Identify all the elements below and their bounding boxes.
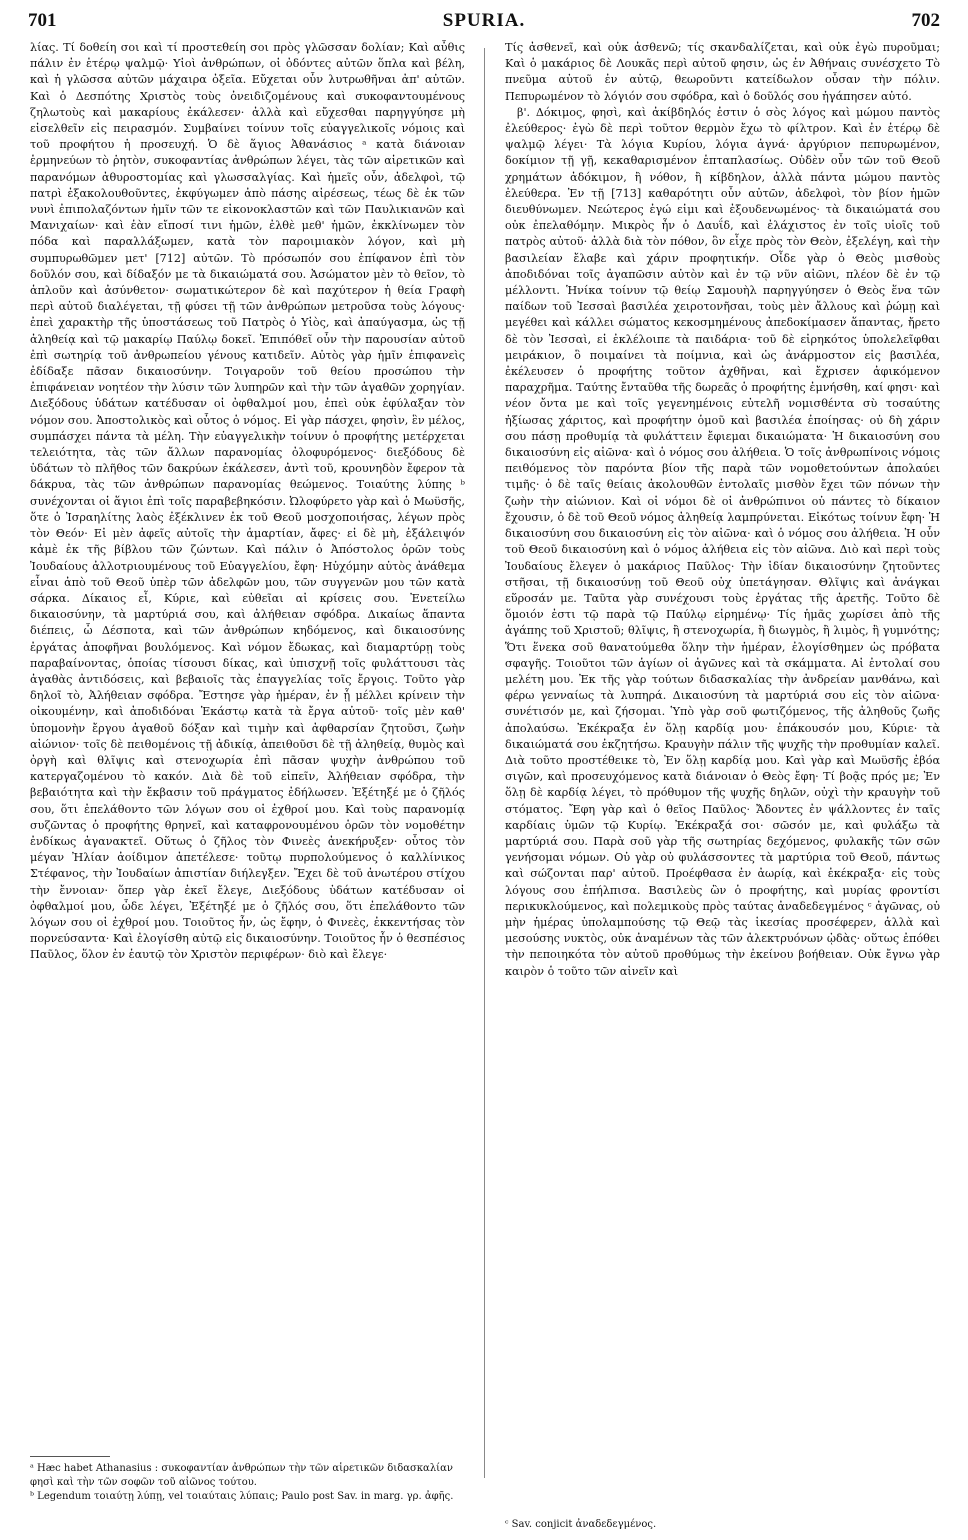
page-header bbox=[28, 10, 940, 40]
footnote-b: ᵇ Legendum τοιαύτῃ λύπῃ, vel τοιαύταις λύπαις; Paulo post Sav. in marg. γρ. ἀφῆς. bbox=[30, 1491, 454, 1502]
column-divider bbox=[484, 48, 485, 1478]
footnote-c: ᶜ Sav. conjicit ἀναδεδεγμένος. bbox=[505, 1519, 657, 1530]
page-number-left: 701 bbox=[28, 10, 57, 31]
footnote-rule bbox=[30, 1456, 110, 1457]
footnotes-left bbox=[30, 1462, 470, 1504]
left-column bbox=[30, 40, 465, 1445]
footnote-a: ᵃ Hæc habet Athanasius : συκοφαντίαν ἀνθρώπων τὴν τῶν αἱρετικῶν διδασκαλίαν φησὶ καὶ τὴν τῶν σοφῶν τοῦ αἰῶνος τούτου. bbox=[30, 1463, 453, 1488]
right-column bbox=[505, 40, 940, 1510]
left-column-text: λίας. Τί δοθείη σοι καὶ τί προστεθείη σοι πρὸς γλῶσσαν δολίαν; Καὶ αὖθις πάλιν ἐν ἑτέρῳ ψαλμῷ· Υἱοὶ ἀνθρώπων, οἱ ὀδόντες αὐτῶν ὅπλα καὶ βέλη, καὶ ἡ γλῶσσα αὐτῶν μάχαιρα ὀξεῖα. Εὔχεται οὖν λυτρωθῆναι ἀπ' αὐτῶν. Καὶ ὁ Δεσπότης Χριστὸς τοὺς ὀνειδιζομένους καὶ συκοφαντουμένους ζηλωτοὺς καὶ μακαρίους ἐκάλεσεν· ἀλλὰ καὶ εὔχεσθαι παρηγγύησε μὴ εἰσελθεῖν εἰς πειρασμόν. Συμβαίνει τοίνυν τοῖς εὐαγγελικοῖς νόμοις καὶ τοῦ προφήτου ἡ προσευχή. Ὁ δὲ ἅγιος Ἀθανάσιος ᵃ κατὰ διάνοιαν ἑρμηνεύων τὸ ῥητὸν, συκοφαντίας ἀνθρώπων λέγει, τὰς τῶν αἱρετικῶν καὶ παρανόμων ἀθυροστομίας καὶ γλωσσαλγίας. Καὶ ἡμεῖς οὖν, ἀδελφοὶ, τῷ πατρὶ ἐξακολουθοῦντες, ἐκφύγωμεν ἀπὸ πάσης αἱρέσεως, τέως δὲ ἐκ τῶν νυνὶ ἐπιπολαζόντων ἡμῖν τῶν τε εἰκονοκλαστῶν καὶ τῶν Παυλικιανῶν καὶ Μανιχαίων· καὶ ἐὰν εἴποσί τινι ἡμῶν, ἐλθὲ μεθ' ἡμῶν, ἐκκλίνωμεν τὸν πόδα καὶ παραλλάξωμεν, κατὰ τὸν παροιμιακὸν λόγον, καὶ μὴ συμπυρωθῶμεν μετ' [712] αὐτῶν. Τὸ πρόσωπόν σου ἐπίφανον ἐπὶ τὸν δοῦλόν σου, καὶ δίδαξόν με τὰ δικαιώματά σου. Ἀσώματον μὲν τὸ θεῖον, τὸ ἁπλοῦν καὶ ἀσύνθετον· σωματικώτερον δὲ καὶ παχύτερον ἡ θεία Γραφὴ περὶ αὐτοῦ διαλέγεται, τῇ φύσει τῇ τῶν ἀνθρώπων μετροῦσα τοὺς λόγους· ἐπεὶ χαρακτὴρ τῆς ὑποστάσεως τοῦ Πατρὸς ὁ Υἱὸς, καὶ ἀπαύγασμα, ὡς τῇ ἀληθείᾳ καὶ τῷ μακαρίῳ Παύλῳ δοκεῖ. Ἐπιπόθεῖ οὖν τὴν παρουσίαν αὐτοῦ ἐπὶ σωτηρίᾳ τοῦ ἀνθρωπείου γένους κατιδεῖν. Αὐτὸς γὰρ ἡμῖν ἐπιφανεὶς ἐδίδαξε πᾶσαν δικαιοσύνην. Τοιγαροῦν τοῦ θείου προσώπου τὴν ἐπιφάνειαν νοητέον τὴν λύσιν τῶν λυπηρῶν καὶ τὴν τῶν ἀγαθῶν χορηγίαν. Διεξόδους ὑδάτων κατέδυσαν οἱ ὀφθαλμοί μου, ἐπεὶ οὐκ ἐφύλαξαν τὸν νόμον σου. Ἀποστολικὸς καὶ οὗτος ὁ νόμος. Εἰ γὰρ πάσχει, φησὶν, ἓν μέλος, συμπάσχει πάντα τὰ μέλη. Τὴν εὐαγγελικὴν τοίνυν ὁ προφήτης μετέρχεται τελειότητα, τὰς τῶν ἄλλων παρανομίας ὀλοφυρόμενος· διεξόδους δὲ ὑδάτων τὸ πλῆθος τῶν δακρύων ἐκάλεσεν, ἀντὶ τοῦ, κρουνηδὸν ἔφερον τὰ δάκρυα, τὰς τῶν ἀνθρώπων παρανομίας θεώμενος. Τοιαύτης λύπης ᵇ συνέχονται οἱ ἅγιοι ἐπὶ τοῖς παραβεβηκόσιν. Ὠλοφύρετο γὰρ καὶ ὁ Μωϋσῆς, ὅτε ὁ Ἰσραηλίτης λαὸς ἐξέκλινεν ἐκ τοῦ Θεοῦ μοσχοποιήσας, λέγων πρὸς τὸν Θεόν· Εἰ μὲν ἀφεῖς αὐτοῖς τὴν ἁμαρτίαν, ἄφες· εἰ δὲ μὴ, ἐξάλειψόν κἀμὲ ἐκ τῆς βίβλου τῶν ζώντων. Καὶ πάλιν ὁ Ἀπόστολος ὁρῶν τοὺς Ἰουδαίους ἀλλοτριουμένους τοῦ Εὐαγγελίου, ἔφη· Ηὐχόμην αὐτὸς ἀνάθεμα εἶναι ἀπὸ τοῦ Θεοῦ ὑπὲρ τῶν ἀδελφῶν μου, τῶν συγγενῶν μου τῶν κατὰ σάρκα. Δίκαιος εἶ, Κύριε, καὶ εὐθεῖαι αἱ κρίσεις σου. Ἐνετείλω δικαιοσύνην, τὰ μαρτύριά σου, καὶ ἀλήθειαν σφόδρα. Δικαίως ἅπαντα διέπεις, ὦ Δέσποτα, καὶ τῶν ἀνθρώπων κηδόμενος, καὶ δικαιοσύνης ἐργάτας ἀποφῆναι βουλόμενος. Καὶ νόμον ἔδωκας, καὶ διαμαρτύρῃ τοὺς παραβαίνοντας, ὁποίας τίσουσι δίκας, καὶ ὑπισχνῇ τοῖς φυλάττουσι τὰς ἀγαθὰς ἀντιδόσεις, καὶ βεβαιοῖς τὰς ἐπαγγελίας τοῖς ἔργοις. Τοῦτο γὰρ δηλοῖ τὸ, Ἀλήθειαν σφόδρα. Ἔστησε γὰρ ἡμέραν, ἐν ᾗ μέλλει κρίνειν τὴν οἰκουμένην, καὶ ἀποδιδόναι Ἑκάστῳ κατὰ τὰ ἔργα αὐτοῦ· τοῖς μὲν καθ' ὑπομονὴν ἔργου ἀγαθοῦ δόξαν καὶ τιμὴν καὶ ἀφθαρσίαν ζητοῦσι, ζωὴν αἰώνιον· τοῖς δὲ πειθομένοις τῇ ἀδικίᾳ, ἀπειθοῦσι δὲ τῇ ἀληθείᾳ, θυμὸς καὶ ὀργὴ καὶ θλῖψις καὶ στενοχωρία ἐπὶ πᾶσαν ψυχὴν ἀνθρώπου τοῦ κατεργαζομένου τὸ κακόν. Διὰ δὲ τοῦ εἰπεῖν, Ἀλήθειαν σφόδρα, τὴν βεβαιότητα καὶ τὴν ἔκβασιν τοῦ πράγματος ἐδήλωσεν. Ἐξέτηξέ με ὁ ζῆλός σου, ὅτι ἐπελάθοντο τῶν λόγων σου οἱ ἐχθροί μου. Καὶ τοὺς παρανομίᾳ συζῶντας ὁ προφήτης θρηνεῖ, καὶ καταφρονουμένου ὁρῶν τὸν νομοθέτην ἐνδίκως ἀγανακτεῖ. Οὕτως ὁ ζῆλος τὸν Φινεὲς ἀνεκήρυξεν· οὗτος τὸν μέγαν Ἠλίαν ἀοίδιμον ἀπετέλεσε· τοῦτῳ πυρπολούμενος ὁ καλλίνικος Στέφανος, τὴν Ἰουδαίων ἀπιστίαν διήλεγξεν. Ἔχει δὲ τοῦ ἀνωτέρου στίχου τὴν ἔννοιαν· ὅπερ γὰρ ἐκεῖ ἔλεγε, Διεξόδους ὑδάτων κατέδυσαν οἱ ὀφθαλμοί μου, ὧδε λέγει, Ἐξέτηξέ με ὁ ζῆλός σου, ὅτι ἐπελάθοντο τῶν λόγων σου οἱ ἐχθροί μου. Τοιοῦτος ἦν, ὡς ἔφην, ὁ Φινεὲς, ἐκκεντήσας τὸν πορνεύσαντα· Καὶ ἐλογίσθη αὐτῷ εἰς δικαιοσύνην. Τοιοῦτος ἦν ὁ θεσπέσιος Παῦλος, ὅλον ἐν ἑαυτῷ τὸν Χριστὸν περιφέρων· διὸ καὶ ἔλεγε· bbox=[30, 41, 465, 962]
right-column-paragraph-2: β'. Δόκιμος, φησὶ, καὶ ἀκίβδηλός ἐστιν ὁ σὸς λόγος καὶ μώμου παντὸς ἐλεύθερος· ἐγὼ δὲ περὶ τοῦτον θερμὸν ἔχω τὸ φίλτρον. Καὶ ἐν ἑτέρῳ δὲ ψαλμῷ λέγει· Τὰ λόγια Κυρίου, λόγια ἁγνά· ἀργύριον πεπυρωμένον, δοκίμιον τῇ γῇ, κεκαθαρισμένον ἑπταπλασίως. Οὐδὲν οὖν τῶν τοῦ Θεοῦ χρημάτων ἀδόκιμον, ἢ νόθον, ἢ κίβδηλον, ἀλλὰ πάντα μώμου παντὸς ἐλεύθερα. Ἐν τῇ [713] καθαρότητι οὖν αὐτῶν, ἀδελφοὶ, τὸν βίον ἡμῶν διευθύνωμεν. Νεώτερος ἐγώ εἰμι καὶ ἐξουδενωμένος· τὰ δικαιώματά σου οὐκ ἐπελαθόμην. Μικρὸς ἦν ὁ Δαυΐδ, καὶ ἐλάχιστος ἐν τοῖς υἱοῖς τοῦ πατρὸς αὐτοῦ· ἀλλὰ διὰ τὸν πόθον, ὃν εἶχε πρὸς τὸν Θεὸν, ἐξελέγη, καὶ τὴν βασιλείαν ἔλαβε καὶ χάριν προφητικήν. Οἶδε γὰρ ὁ Θεὸς μισθοὺς ἀποδιδόναι τοῖς ἀγαπῶσιν αὐτὸν καὶ ἐν τῷ νῦν αἰῶνι, πλέον δὲ ἐν τῷ μέλλοντι. Ἡνίκα τοίνυν τῷ θείῳ Σαμουὴλ παρηγγύησεν ὁ Θεὸς ἕνα τῶν παίδων τοῦ Ἰεσσαὶ βασιλέα χειροτονῆσαι, τοὺς μὲν ἄλλους καὶ ῥώμῃ καὶ μεγέθει καὶ κάλλει σώματος κεκοσμημένους ἀπεδοκίμασεν ἅπαντας, ἤρετο δὲ τὸν Ἰεσσαὶ, εἰ ἐκλέλοιπε τὰ παιδάρια· τοῦ δὲ εἰρηκότος ὑπολελεῖφθαι μειράκιον, ὃ ποιμαίνει τὰ ποίμνια, καὶ ὡς ἀνάρμοστον εἰς βασιλέα, ἐκέλευσεν ὁ προφήτης τοῦτον ἀχθῆναι, καὶ ἔχρισεν ἀφικόμενον παραχρῆμα. Ταύτης ἔνταῦθα τῆς δωρεᾶς ὁ προφήτης ἐμνήσθη, καί φησι· καὶ νέον ὄντα με καὶ τοῖς γεγενημένοις εὐτελῆ νομισθέντα σὺ τοσαύτης ἠξίωσας χάριτος, καὶ προφήτην ὁμοῦ καὶ βασιλέα ἐποίησας· οὐ δὴ χάριν σου πάσῃ προθυμίᾳ τὰ φυλάττειν ἔφιεμαι δικαιώματα· Ἡ δικαιοσύνη σου δικαιοσύνη εἰς αἰῶνα· καὶ ὁ νόμος σου ἀλήθεια. Ὁ τοῖς ἀνθρωπίνοις νόμοις πειθόμενος τὸν παρόντα βίον τῆς παρὰ τῶν νομοθετούντων ἀπολαύει τιμῆς· ὁ δὲ ταῖς θείαις ἀκολουθῶν ἐντολαῖς μισθὸν ἔχει τῶν πόνων τὴν ζωὴν τὴν αἰώνιον. Καὶ οἱ νόμοι δὲ οἱ ἀνθρώπινοι οὐ πάντες τὸ δίκαιον ἔχουσιν, ὁ δὲ τοῦ Θεοῦ νόμος ἀληθείᾳ λαμπρύνεται. Εἰκότως τοίνυν ἔφη· Ἡ δικαιοσύνη σου δικαιοσύνη εἰς τὸν αἰῶνα· καὶ ὁ νόμος σου ἀλήθεια. Ἡ οὖν τοῦ Θεοῦ δικαιοσύνη καὶ ὁ νόμος ἀλήθεια εἰς τὸν αἰῶνα. Διὸ καὶ περὶ τοὺς Ἰουδαίους ἔλεγεν ὁ μακάριος Παῦλος· Τὴν ἰδίαν δικαιοσύνην ζητοῦντες στῆσαι, τῇ δικαιοσύνῃ τοῦ Θεοῦ οὐχ ὑπετάγησαν. Θλῖψις καὶ ἀνάγκαι εὕροσάν με. Ταῦτα γὰρ συνέχουσι τοὺς ἐργάτας τῆς ἀρετῆς. Τοῦτο δὲ ὅμοιόν ἐστι τῷ παρὰ τῷ Παύλῳ εἰρημένῳ· Τίς ἡμᾶς χωρίσει ἀπὸ τῆς ἀγάπης τοῦ Χριστοῦ; θλῖψις, ἢ στενοχωρία, ἢ διωγμὸς, ἢ λιμὸς, ἢ γυμνότης; Ὅτι ἕνεκα σοῦ θανατούμεθα ὅλην τὴν ἡμέραν, ἐλογίσθημεν ὡς πρόβατα σφαγῆς. Τοιοῦτοι τῶν ἁγίων οἱ ἀγῶνες καὶ τὰ σκάμματα. Αἱ ἐντολαί σου μελέτη μου. Ἐκ τῆς γὰρ τούτων διδασκαλίας τὴν ἀνδρείαν μανθάνω, καὶ φέρω γενναίως τὰ λυπηρά. Δικαιοσύνη τὰ μαρτύριά σου εἰς τὸν αἰῶνα· συνέτισόν με, καὶ ζήσομαι. Ὑπὸ γὰρ σοῦ φωτιζόμενος, τῆς ἀληθοῦς ζωῆς ἀπολαύσω. Ἐκέκραξα ἐν ὅλῃ καρδίᾳ μου· ἐπάκουσόν μου, Κύριε· τὰ δικαιώματά σου ἐκζητήσω. Κραυγὴν πάλιν τῆς ψυχῆς τὴν προθυμίαν καλεῖ. Διὰ τοῦτο προστέθεικε τὸ, Ἐν ὅλῃ καρδίᾳ μου. Καὶ γὰρ καὶ Μωϋσῆς ἐβόα σιγῶν, καὶ προσευχόμενος κατὰ διάνοιαν ὁ Θεὸς ἔφη· Τί βοᾷς πρός με; Ἐν ὅλῃ δὲ καρδίᾳ λέγει, τὸ πρόθυμον τῆς ψυχῆς δηλῶν, οὐχὶ τὴν κραυγὴν τοῦ στόματος. Ἔφη γὰρ καὶ ὁ θεῖος Παῦλος· Ἄδοντες ἐν ψάλλοντες ἐν ταῖς καρδίαις ὑμῶν τῷ Κυρίῳ. Ἐκέκραξά σοι· σῶσόν με, καὶ φυλάξω τὰ μαρτύριά σου. Παρὰ σοῦ γὰρ τῆς σωτηρίας δεχόμενος, φυλακῆς τῶν σῶν γενήσομαι νόμων. Οὐ γὰρ οὐ φυλάσσοντες τὰ μαρτύρια τοῦ Θεοῦ, πάντως καὶ σώζονται παρ' αὐτοῦ. Προέφθασα ἐν ἀωρίᾳ, καὶ ἐκέκραξα· εἰς τοὺς λόγους σου ἐπήλπισα. Βασιλεὺς ὢν ὁ προφήτης, καὶ μυρίας φροντίσι περικυκλούμενος, καὶ πολεμικοὺς πρὸς ταύτας ἀναδεδεγμένος ᶜ ἀγῶνας, οὐ μὴν ἡμέρας ὑπολαμπούσης τῷ Θεῷ τὰς ἱκεσίας προσέφερεν, ἀλλὰ καὶ μεσούσης νυκτὸς, οὐκ ἀναμένων τὰς τῶν ἀλεκτρυόνων ᾠδὰς· οὕτως ἐπόθει τὴν πεποιηκότα τὸν αὐτοῦ προθύμως τὴν ἐκείνου βοήθειαν. Οὐκ ἔγνω γὰρ καιρὸν ὁ τοῦτο τῶν αἰνεῖν καὶ bbox=[505, 105, 940, 978]
right-column-paragraph-1: Τίς ἀσθενεῖ, καὶ οὐκ ἀσθενῶ; τίς σκανδαλίζεται, καὶ οὐκ ἐγὼ πυροῦμαι; Καὶ ὁ μακάριος δὲ Λουκᾶς περὶ αὐτοῦ φησιν, ὡς ἐν Ἀθήναις συνέσχετο Τὸ πνεῦμα αὐτοῦ ἐν αὐτῷ, θεωροῦντι κατείδωλον οὖσαν τὴν πόλιν. Πεπυρωμένον τὸ λόγιόν σου σφόδρα, καὶ ὁ δοῦλός σου ἠγάπησεν αὐτό. bbox=[505, 41, 940, 103]
page-number-right: 702 bbox=[911, 10, 940, 31]
running-title: SPURIA. bbox=[442, 10, 526, 31]
